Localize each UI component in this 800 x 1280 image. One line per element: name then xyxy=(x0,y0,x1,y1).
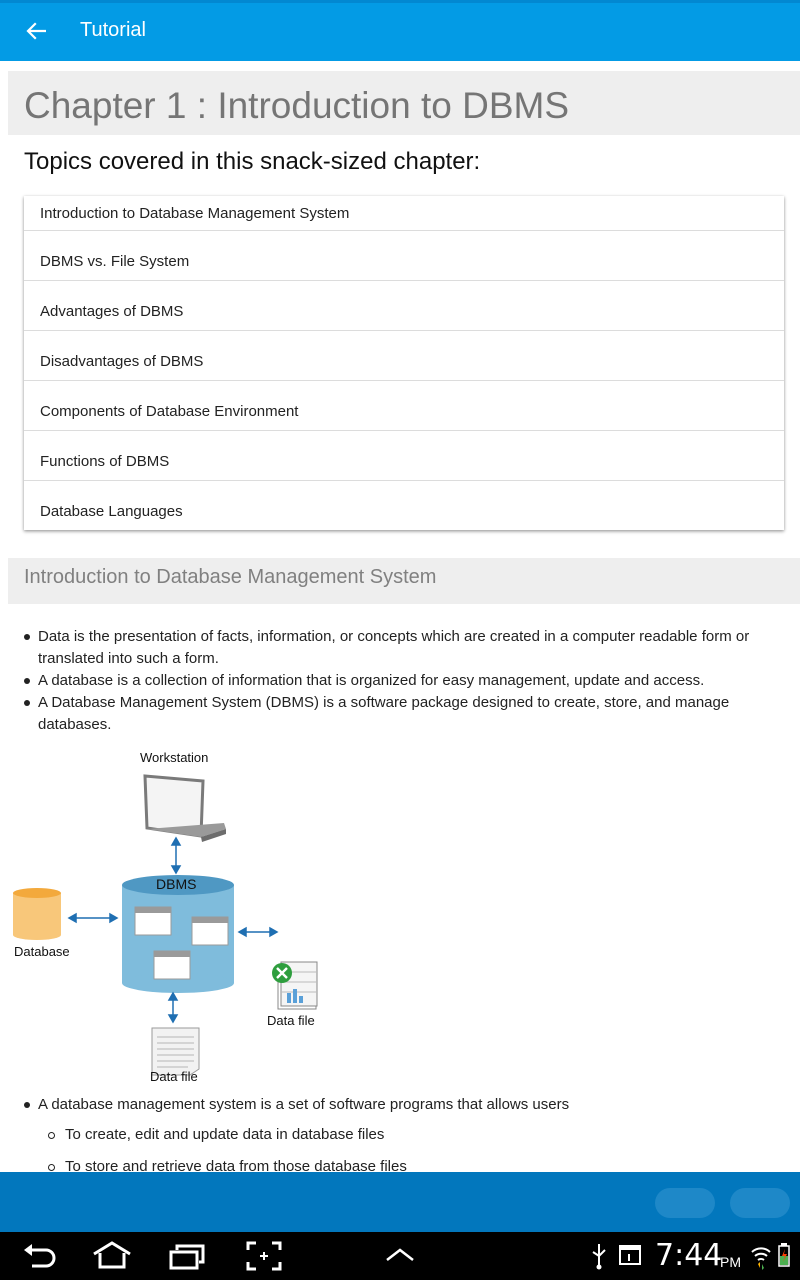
bullet-item xyxy=(24,692,780,736)
bullet-item xyxy=(24,1094,780,1116)
arrow-horizontal-left xyxy=(69,914,117,922)
wifi-icon xyxy=(750,1240,772,1270)
bullet-text: A Database Management System (DBMS) is a software package designed to create, store, and manage databases. xyxy=(38,694,730,733)
laptop-icon xyxy=(145,776,226,842)
arrow-vertical-top xyxy=(172,838,180,873)
database-icon xyxy=(13,888,61,940)
spreadsheet-file-icon xyxy=(272,962,317,1009)
system-back-icon[interactable] xyxy=(20,1240,58,1272)
data-file-bottom-label: Data file xyxy=(150,1069,198,1084)
bullet-dot-icon xyxy=(24,634,30,640)
sub-bullet-item xyxy=(24,1122,780,1148)
arrow-back-icon xyxy=(26,22,46,40)
usb-icon xyxy=(588,1240,610,1270)
back-button[interactable] xyxy=(20,15,52,47)
bullet-dot-icon xyxy=(24,1102,30,1108)
sub-bullet-item xyxy=(24,1154,780,1172)
section-header xyxy=(8,558,800,604)
workstation-label: Workstation xyxy=(140,750,209,765)
topic-item[interactable]: Components of Database Environment xyxy=(24,381,784,431)
bullet-text: A database is a collection of information that is organized for easy management, update and access. xyxy=(38,672,705,689)
screenshot-icon[interactable] xyxy=(246,1240,282,1272)
home-icon[interactable] xyxy=(90,1240,134,1272)
dbms-bullets xyxy=(24,1094,780,1172)
dbms-cylinder-icon xyxy=(122,875,234,993)
chapter-header xyxy=(8,71,800,135)
bullet-item xyxy=(24,626,780,670)
circle-bullet-icon xyxy=(48,1164,55,1171)
arrow-vertical-bottom xyxy=(169,993,177,1022)
data-file-right-label: Data file xyxy=(267,1013,315,1028)
bullet-text: Data is the presentation of facts, information, or concepts which are created in a computer readable form or translated into such a form. xyxy=(38,628,750,667)
topics-heading: Topics covered in this snack-sized chapter: xyxy=(24,148,481,175)
system-nav-bar xyxy=(0,1232,800,1280)
clock-time: 7:44 xyxy=(655,1238,723,1273)
dbms-label: DBMS xyxy=(156,876,197,892)
app-title: Tutorial xyxy=(80,19,146,41)
recent-apps-icon[interactable] xyxy=(168,1240,208,1272)
previous-button[interactable] xyxy=(655,1188,715,1218)
next-button[interactable] xyxy=(730,1188,790,1218)
chevron-up-icon[interactable] xyxy=(383,1240,417,1272)
database-label: Database xyxy=(14,944,70,959)
battery-icon xyxy=(776,1240,792,1270)
calendar-notification-icon xyxy=(618,1240,642,1270)
chapter-title: Chapter 1 : Introduction to DBMS xyxy=(24,85,569,126)
arrow-horizontal-right xyxy=(239,928,277,936)
content-scroll[interactable] xyxy=(0,61,800,1172)
document-file-icon xyxy=(152,1028,199,1075)
bullet-item xyxy=(24,670,780,692)
topics-list xyxy=(24,196,784,530)
section-title: Introduction to Database Management System xyxy=(24,566,437,588)
topic-item[interactable]: Disadvantages of DBMS xyxy=(24,331,784,381)
app-bar xyxy=(0,0,800,61)
topic-item[interactable]: DBMS vs. File System xyxy=(24,231,784,281)
topic-item[interactable]: Functions of DBMS xyxy=(24,431,784,481)
bullet-dot-icon xyxy=(24,700,30,706)
bullet-text: A database management system is a set of software programs that allows users xyxy=(38,1096,570,1113)
topic-item[interactable]: Introduction to Database Management System xyxy=(24,196,784,231)
topic-item[interactable]: Database Languages xyxy=(40,503,183,520)
sub-bullet-text: To store and retrieve data from those database files xyxy=(65,1158,407,1172)
bullet-dot-icon xyxy=(24,678,30,684)
circle-bullet-icon xyxy=(48,1132,55,1139)
bottom-nav-bar xyxy=(0,1172,800,1232)
dbms-diagram xyxy=(0,741,340,1086)
sub-bullet-text: To create, edit and update data in database files xyxy=(65,1126,385,1143)
topic-item[interactable]: Advantages of DBMS xyxy=(24,281,784,331)
intro-bullets xyxy=(24,626,780,736)
clock-ampm: PM xyxy=(720,1254,741,1270)
